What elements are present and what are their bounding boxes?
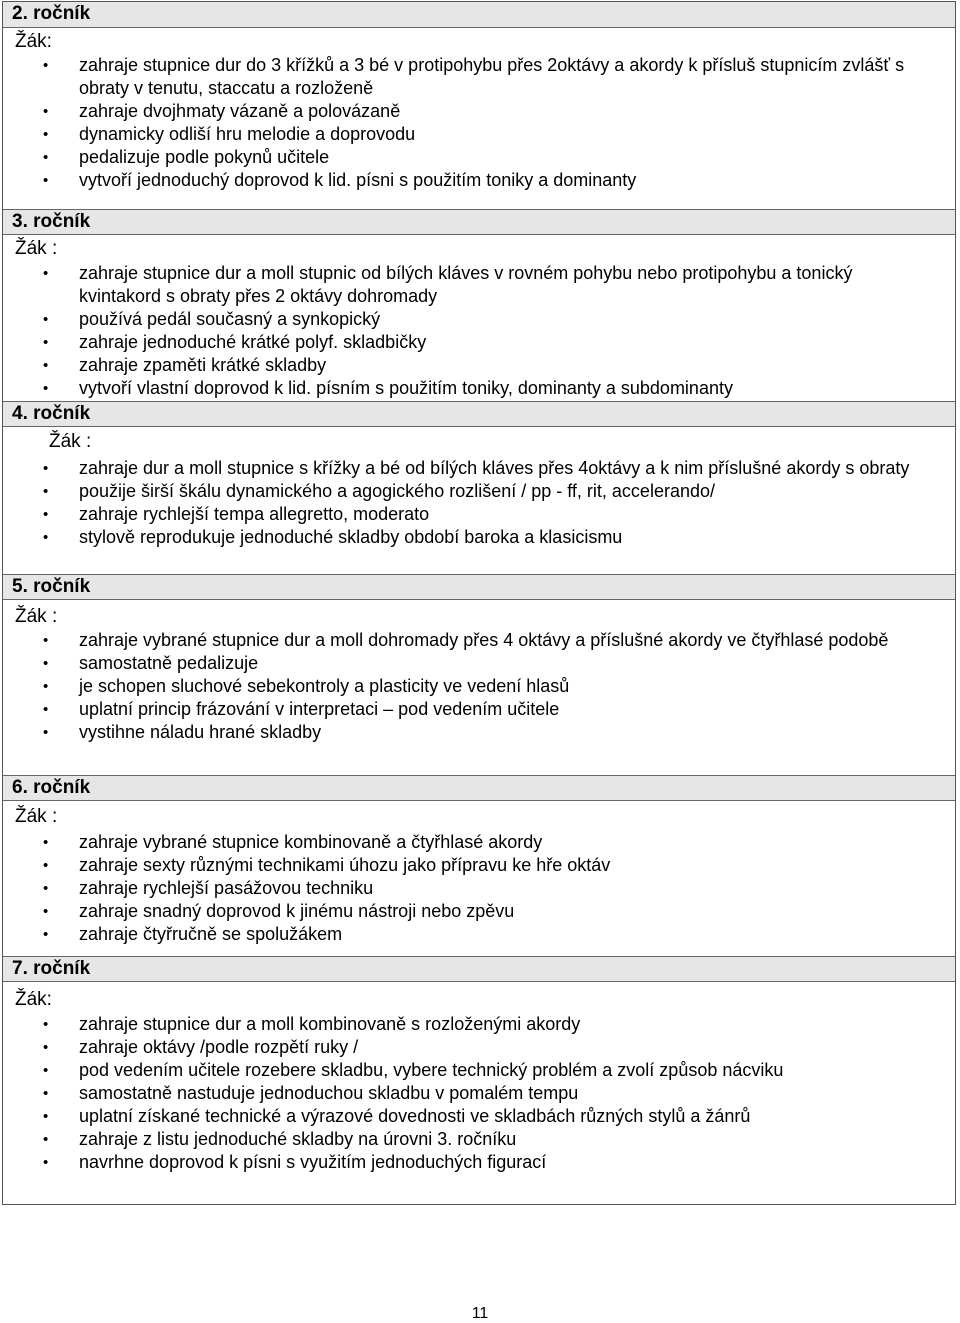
outcome-item: • dynamicky odliší hru melodie a doprovodu [3, 123, 955, 146]
outcome-item: • samostatně pedalizuje [3, 652, 955, 675]
grade-header: 2. ročník [3, 2, 955, 28]
outcome-list [3, 262, 955, 400]
outcome-item: • zahraje rychlejší pasážovou techniku [3, 877, 955, 900]
outcome-item: • použije širší škálu dynamického a agogického rozlišení / pp - ff, rit, accelerando/ [3, 480, 955, 503]
outcome-item: • samostatně nastuduje jednoduchou skladbu v pomalém tempu [3, 1082, 955, 1105]
outcome-item: • zahraje rychlejší tempa allegretto, moderato [3, 503, 955, 526]
outcome-list [3, 457, 955, 549]
outcome-item: • zahraje dur a moll stupnice s křížky a bé od bílých kláves přes 4oktávy a k nim příslušné akordy s obraty [3, 457, 955, 480]
outcome-item: • vytvoří jednoduchý doprovod k lid. písni s použitím toniky a dominanty [3, 169, 955, 192]
outcome-item: • zahraje dvojhmaty vázaně a polovázaně [3, 100, 955, 123]
grade-header: 7. ročník [3, 956, 955, 982]
outcome-item: • zahraje zpaměti krátké skladby [3, 354, 955, 377]
grade-header: 6. ročník [3, 775, 955, 801]
student-label: Žák : [49, 431, 92, 452]
outcome-item: • zahraje vybrané stupnice dur a moll dohromady přes 4 oktávy a příslušné akordy ve čtyřhlasé podobě [3, 629, 955, 652]
student-label: Žák : [15, 238, 58, 259]
outcome-item: • používá pedál současný a synkopický [3, 308, 955, 331]
outcome-item: • uplatní získané technické a výrazové dovednosti ve skladbách různých stylů a žánrů [3, 1105, 955, 1128]
grade-header: 4. ročník [3, 401, 955, 427]
page-number: 11 [471, 1305, 489, 1322]
outcome-item: • uplatní princip frázování v interpretaci – pod vedením učitele [3, 698, 955, 721]
student-label: Žák: [15, 31, 52, 52]
outcome-item: • stylově reprodukuje jednoduché skladby období baroka a klasicismu [3, 526, 955, 549]
outcome-item: • je schopen sluchové sebekontroly a plasticity ve vedení hlasů [3, 675, 955, 698]
outcome-item: • vystihne náladu hrané skladby [3, 721, 955, 744]
outcome-item: • zahraje stupnice dur a moll stupnic od bílých kláves v rovném pohybu nebo protipohybu a tonický kvintakord s obraty přes 2 oktávy dohromady [3, 262, 955, 308]
outcome-item: • navrhne doprovod k písni s využitím jednoduchých figurací [3, 1151, 955, 1174]
curriculum-table [2, 1, 956, 1205]
outcome-item: • pedalizuje podle pokynů učitele [3, 146, 955, 169]
outcome-item: • zahraje čtyřručně se spolužákem [3, 923, 955, 946]
grade-header: 5. ročník [3, 574, 955, 600]
grade-header: 3. ročník [3, 209, 955, 235]
outcome-item: • zahraje stupnice dur a moll kombinovaně s rozloženými akordy [3, 1013, 955, 1036]
outcome-item: • zahraje jednoduché krátké polyf. skladbičky [3, 331, 955, 354]
outcome-item: • zahraje vybrané stupnice kombinovaně a čtyřhlasé akordy [3, 831, 955, 854]
outcome-list [3, 629, 955, 744]
outcome-item: • zahraje stupnice dur do 3 křížků a 3 bé v protipohybu přes 2oktávy a akordy k přísluš stupnicím zvlášť s obraty v tenutu, staccatu a rozloženě [3, 54, 955, 100]
outcome-item: • zahraje snadný doprovod k jinému nástroji nebo zpěvu [3, 900, 955, 923]
outcome-item: • zahraje z listu jednoduché skladby na úrovni 3. ročníku [3, 1128, 955, 1151]
outcome-list [3, 831, 955, 946]
outcome-item: • zahraje oktávy /podle rozpětí ruky / [3, 1036, 955, 1059]
student-label: Žák : [15, 606, 58, 627]
outcome-item: • vytvoří vlastní doprovod k lid. písním s použitím toniky, dominanty a subdominanty [3, 377, 955, 400]
student-label: Žák: [15, 989, 52, 1010]
outcome-list [3, 1013, 955, 1174]
student-label: Žák : [15, 806, 58, 827]
outcome-item: • zahraje sexty různými technikami úhozu jako přípravu ke hře oktáv [3, 854, 955, 877]
outcome-list [3, 54, 955, 192]
outcome-item: • pod vedením učitele rozebere skladbu, vybere technický problém a zvolí způsob nácviku [3, 1059, 955, 1082]
